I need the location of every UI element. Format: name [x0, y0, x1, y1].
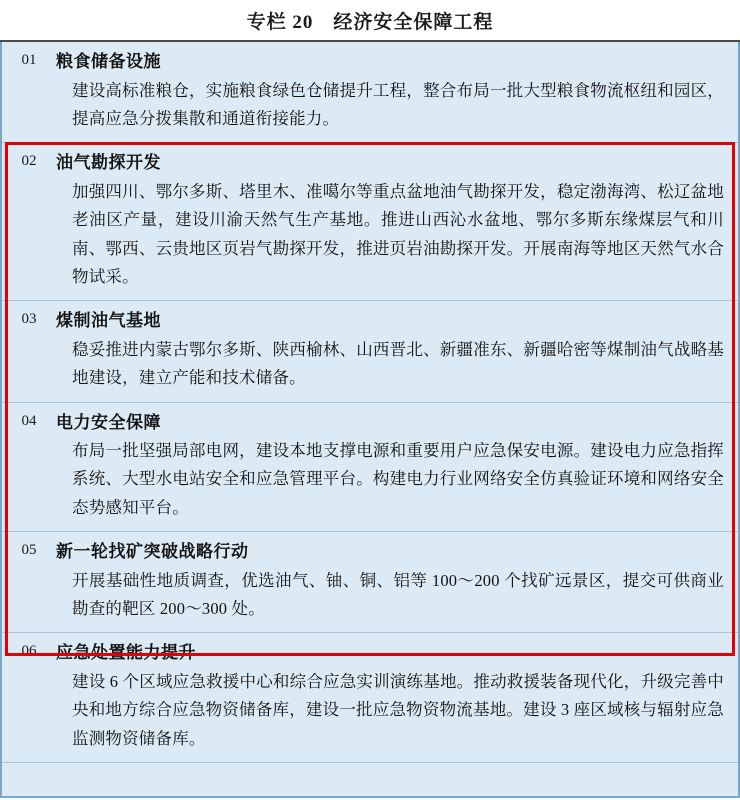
row-number: 02 — [21, 153, 37, 170]
row-heading: 新一轮找矿突破战略行动 — [56, 542, 249, 562]
row-heading: 油气勘探开发 — [56, 153, 161, 173]
page-title — [247, 7, 494, 34]
table-row — [2, 143, 738, 301]
document-title-bar — [0, 0, 740, 42]
row-content — [56, 308, 738, 392]
row-number: 01 — [21, 52, 37, 68]
feature-table — [0, 42, 740, 798]
title-label: 专栏 20 — [246, 11, 314, 33]
row-content — [56, 150, 738, 291]
row-description: 稳妥推进内蒙古鄂尔多斯、陕西榆林、山西晋北、新疆准东、新疆哈密等煤制油气战略基地建设，建立产能和技术储备。 — [72, 339, 724, 388]
row-description: 加强四川、鄂尔多斯、塔里木、准噶尔等重点盆地油气勘探开发，稳定渤海湾、松辽盆地老油区产量，建设川渝天然气生产基地。推进山西沁水盆地、鄂尔多斯东缘煤层气和川南、鄂西、云贵地区页岩气勘探开发，推进页岩油勘探开发。开展南海等地区天然气水合物试采。 — [72, 181, 724, 286]
row-description: 开展基础性地质调查，优选油气、铀、铜、铝等 100～200 个找矿远景区，提交可供商业勘查的靶区 200～300 处。 — [72, 570, 724, 618]
row-description: 布局一批坚强局部电网，建设本地支撑电源和重要用户应急保安电源。建设电力应急指挥系统、大型水电站安全和应急管理平台。构建电力行业网络安全仿真验证环境和网络安全态势感知平台。 — [72, 441, 724, 517]
table-row — [2, 301, 738, 402]
table-row — [2, 403, 738, 533]
row-heading: 电力安全保障 — [56, 412, 161, 432]
row-heading: 煤制油气基地 — [56, 311, 161, 331]
row-number: 03 — [21, 311, 37, 328]
row-content — [56, 410, 738, 523]
row-description: 建设高标准粮仓，实施粮食绿色仓储提升工程，整合布局一批大型粮食物流枢纽和园区，提高应急分拨集散和通道衔接能力。 — [72, 80, 724, 128]
row-description: 建设 6 个区域应急救援中心和综合应急实训演练基地。推动救援装备现代化，升级完善中央和地方综合应急物资储备库，建设一批应急物资物流基地。建设 3 座区域核与辐射应急监测物资储备库。 — [72, 671, 724, 748]
row-heading: 粮食储备设施 — [56, 52, 161, 71]
row-number: 04 — [21, 412, 37, 429]
table-row — [2, 633, 738, 763]
row-heading: 应急处置能力提升 — [56, 643, 196, 663]
row-number: 06 — [21, 643, 37, 660]
row-content — [56, 49, 738, 133]
row-content — [56, 640, 738, 753]
table-row — [2, 42, 738, 143]
row-number: 05 — [21, 542, 37, 559]
title-name: 经济安全保障工程 — [333, 11, 494, 33]
row-content — [56, 539, 738, 623]
table-row — [2, 532, 738, 633]
